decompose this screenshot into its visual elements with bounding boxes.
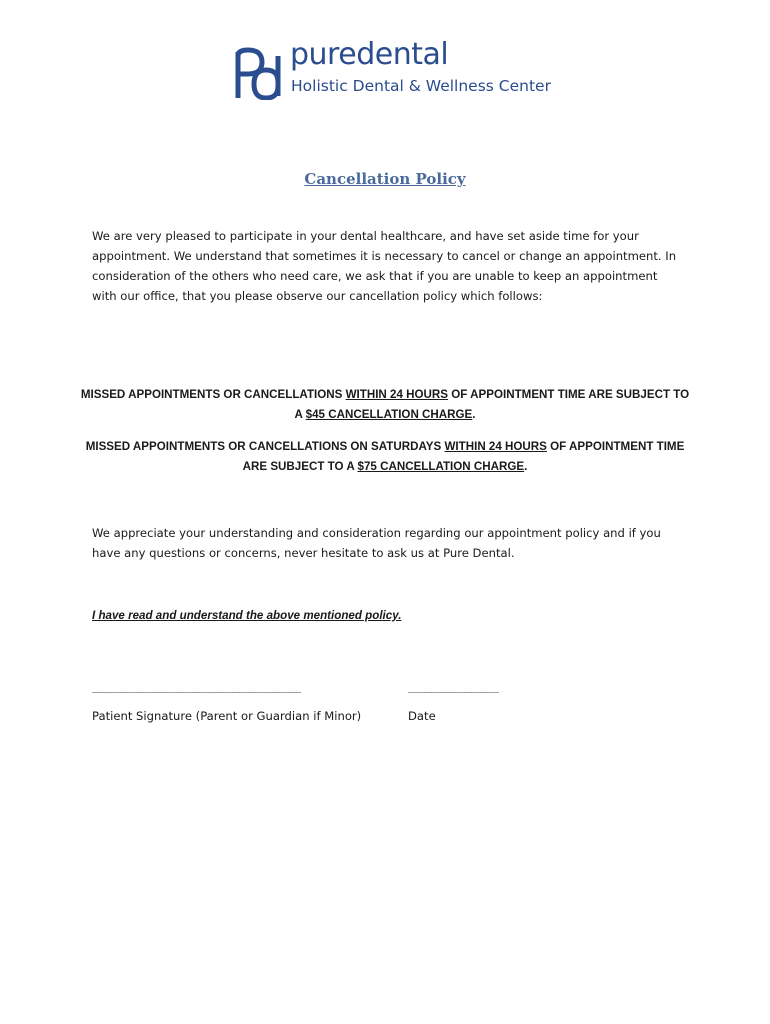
notice-emphasis: WITHIN 24 HOURS xyxy=(444,440,547,453)
notice-charge: $45 CANCELLATION CHARGE xyxy=(305,408,473,421)
intro-paragraph: We are very pleased to participate in your dental healthcare, and have set aside time for your appointment. We understand that sometimes it is necessary to cancel or change an appointment. In consideration of the others who need care, we ask that if you are unable to keep an appointment with our office, that you please observe our cancellation policy which follows: xyxy=(92,229,677,303)
notice-75-charge xyxy=(80,437,690,477)
patient-signature-label: Patient Signature (Parent or Guardian if Minor) xyxy=(92,709,362,723)
notice-text: OF APPOINTMENT TIME ARE SUBJECT TO A xyxy=(294,388,690,421)
notice-emphasis: WITHIN 24 HOURS xyxy=(345,388,449,401)
patient-signature-line[interactable]: _____________________________________ xyxy=(92,680,301,693)
notice-text: MISSED APPOINTMENTS OR CANCELLATIONS xyxy=(80,388,346,401)
logo-name: puredental xyxy=(290,37,449,72)
notice-text: . xyxy=(472,408,476,421)
date-label: Date xyxy=(408,709,436,723)
closing-paragraph: We appreciate your understanding and consideration regarding our appointment policy and if you have any questions or concerns, never hesitate to ask us at Pure Dental. xyxy=(92,526,661,560)
notice-text: MISSED APPOINTMENTS OR CANCELLATIONS ON SATURDAYS xyxy=(85,440,445,453)
notice-45-charge xyxy=(80,385,690,425)
notice-text: . xyxy=(524,460,528,473)
logo xyxy=(232,37,572,102)
notice-charge: $75 CANCELLATION CHARGE xyxy=(357,460,525,473)
date-signature-line[interactable]: ________________ xyxy=(408,680,498,693)
puredental-logo-mark-icon xyxy=(232,44,288,100)
notice-text: OF APPOINTMENT TIME ARE SUBJECT TO A xyxy=(242,440,685,473)
logo-tagline: Holistic Dental & Wellness Center xyxy=(291,77,551,95)
acknowledgement-statement: I have read and understand the above mentioned policy. xyxy=(92,609,402,622)
page-title: Cancellation Policy xyxy=(304,170,466,188)
